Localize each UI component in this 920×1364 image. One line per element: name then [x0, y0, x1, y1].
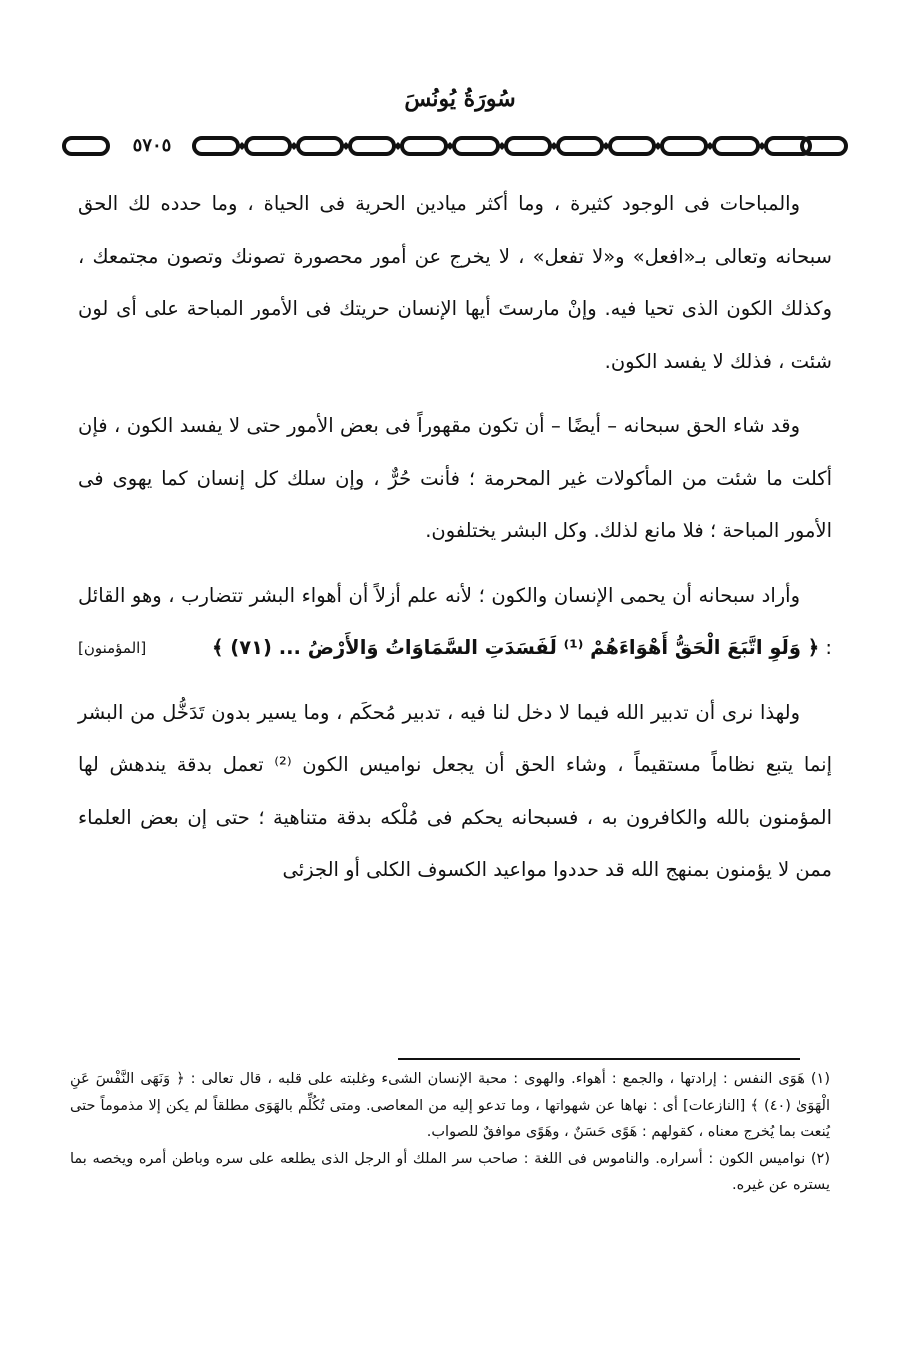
- footnote-text: نواميس الكون : أسراره. والناموس فى اللغة : صاحب سر الملك أو الرجل الذى يطلعه على سره وباطن أمره ويخصه بما يستره عن غيره.: [70, 1150, 830, 1193]
- footnote-separator: [398, 1058, 800, 1060]
- page-number: ٥٧٠٥: [112, 128, 192, 164]
- footnote-2: [70, 1146, 830, 1199]
- paragraph-3-text: وأراد سبحانه أن يحمى الإنسان والكون ؛ لأنه علم أزلاً أن أهواء البشر تتضارب ، وهو القائل :: [78, 583, 832, 659]
- paragraph-3: [78, 570, 832, 675]
- footnote-text: هَوَى النفس : إرادتها ، والجمع : أهواء. والهوى : محبة الإنسان الشىء وغلبته على قلبه ، قال تعالى : ﴿ وَنَهَى النَّفْسَ عَنِ الْهَوَىٰ (٤٠) ﴾ [النازعات] أى : نهاها عن شهواتها ، وما تدعو إليه من المعاصى. ومتى تُكُلِّم بالهَوَى مطلقاً لم يكن إلا مذموماً حتى يُنعت بما يُخرج معناه ، كقولهم : هَوًى حَسَنٌ ، وهَوًى موافقٌ للصواب.: [70, 1071, 830, 1140]
- footnote-1: [70, 1066, 830, 1146]
- sura-title: سُورَةُ يُونُسَ: [404, 86, 516, 112]
- sura-reference: [المؤمنون]: [78, 639, 147, 657]
- paragraph-1: والمباحات فى الوجود كثيرة ، وما أكثر ميادين الحرية فى الحياة ، وما حدده لك الحق سبحانه وتعالى بـ«افعل» و«لا تفعل» ، لا يخرج عن أمور محصورة تصونك وتصون مجتمعك ، وكذلك الكون الذى تحيا فيه. وإنْ مارستَ أيها الإنسان حريتك فى الأمور المباحة على أى لون شئت ، فذلك لا يفسد الكون.: [78, 192, 832, 373]
- paragraph-2: وقد شاء الحق سبحانه – أيضًا – أن تكون مقهوراً فى بعض الأمور حتى لا يفسد الكون ، فإن أكلت ما شئت من المأكولات غير المحرمة ؛ فأنت حُرٌّ ، وإن سلك كل إنسان كما يهوى فى الأمور المباحة ؛ فلا مانع لذلك. وكل البشر يختلفون.: [78, 414, 832, 542]
- main-text: [78, 178, 832, 909]
- paragraph-4: ولهذا نرى أن تدبير الله فيما لا دخل لنا فيه ، تدبير مُحكَم ، وما يسير بدون تَدَخُّل من البشر إنما يتبع نظاماً مستقيماً ، وشاء الحق أن يجعل نواميس الكون ⁽²⁾ تعمل بدقة يندهش لها المؤمنون بالله والكافرون به ، فسبحانه يحكم فى مُلْكه بدقة متناهية ؛ حتى إن بعض العلماء ممن لا يؤمنون بمنهج الله قد حددوا مواعيد الكسوف الكلى أو الجزئى: [78, 700, 832, 881]
- footnotes: [70, 1066, 830, 1199]
- quran-verse: ﴿ وَلَوِ اتَّبَعَ الْحَقُّ أَهْوَاءَهُمْ ⁽¹⁾ لَفَسَدَتِ السَّمَاوَاتُ وَالأَرْضُ ... (٧١) ﴾: [212, 636, 820, 659]
- footnote-number: (٢): [810, 1150, 830, 1167]
- footnote-number: (١): [810, 1071, 830, 1087]
